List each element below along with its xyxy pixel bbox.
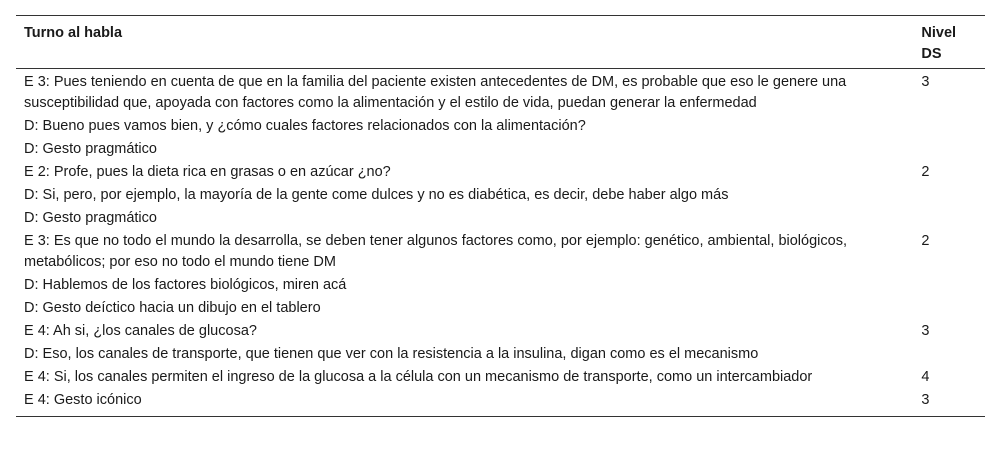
level-cell: 3 bbox=[921, 392, 930, 408]
table-row bbox=[16, 366, 985, 389]
table-row bbox=[16, 138, 985, 161]
turn-cell: D: Bueno pues vamos bien, y ¿cómo cuales factores relacionados con la alimentación? bbox=[24, 118, 586, 134]
level-cell: 2 bbox=[921, 233, 930, 249]
table-body bbox=[16, 69, 985, 417]
turn-cell: D: Gesto pragmático bbox=[24, 141, 157, 157]
turn-cell: D: Si, pero, por ejemplo, la mayoría de la gente come dulces y no es diabética, es decir, debe haber algo más bbox=[24, 187, 729, 203]
header-turn: Turno al habla bbox=[24, 25, 123, 41]
level-cell: 3 bbox=[921, 323, 930, 339]
table-row bbox=[16, 207, 985, 230]
table-row bbox=[16, 297, 985, 320]
table-row bbox=[16, 115, 985, 138]
level-cell bbox=[913, 138, 985, 161]
turn-cell: D: Gesto pragmático bbox=[24, 210, 157, 226]
table-row bbox=[16, 184, 985, 207]
turn-cell: D: Eso, los canales de transporte, que tienen que ver con la resistencia a la insulina, digan como es el mecanismo bbox=[24, 346, 759, 362]
turn-cell: E 4: Si, los canales permiten el ingreso de la glucosa a la célula con un mecanismo de transporte, como un intercambiador bbox=[24, 369, 813, 385]
level-cell bbox=[913, 115, 985, 138]
level-cell bbox=[913, 274, 985, 297]
level-cell: 3 bbox=[921, 74, 930, 90]
header-row bbox=[16, 16, 985, 69]
turn-cell: E 4: Gesto icónico bbox=[24, 392, 142, 408]
table-row bbox=[16, 161, 985, 184]
turn-cell: E 4: Ah si, ¿los canales de glucosa? bbox=[24, 323, 257, 339]
table-row bbox=[16, 69, 985, 116]
dialogue-table-container bbox=[16, 15, 985, 417]
dialogue-table bbox=[16, 15, 985, 417]
header-level bbox=[913, 16, 985, 69]
level-cell bbox=[913, 297, 985, 320]
turn-cell: E 3: Pues teniendo en cuenta de que en la familia del paciente existen antecedentes de DM, es probable que eso le genere una susceptibilidad que, apoyada con factores como la alimentación y el estilo de vida, puedan generar la enfermedad bbox=[24, 74, 847, 111]
header-level-line1: Nivel bbox=[921, 25, 957, 41]
table-row bbox=[16, 230, 985, 274]
table-row bbox=[16, 320, 985, 343]
turn-cell: D: Gesto deíctico hacia un dibujo en el tablero bbox=[24, 300, 321, 316]
table-row bbox=[16, 274, 985, 297]
table-row bbox=[16, 389, 985, 417]
level-cell bbox=[913, 207, 985, 230]
level-cell bbox=[913, 343, 985, 366]
turn-cell: E 2: Profe, pues la dieta rica en grasas o en azúcar ¿no? bbox=[24, 164, 391, 180]
table-row bbox=[16, 343, 985, 366]
level-cell: 4 bbox=[921, 369, 930, 385]
level-cell bbox=[913, 184, 985, 207]
turn-cell: D: Hablemos de los factores biológicos, miren acá bbox=[24, 277, 347, 293]
turn-cell: E 3: Es que no todo el mundo la desarrolla, se deben tener algunos factores como, por ejemplo: genético, ambiental, biológicos, metabólicos; por eso no todo el mundo tiene DM bbox=[24, 233, 847, 270]
level-cell: 2 bbox=[921, 164, 930, 180]
table-header bbox=[16, 16, 985, 69]
header-level-line2: DS bbox=[921, 46, 942, 62]
